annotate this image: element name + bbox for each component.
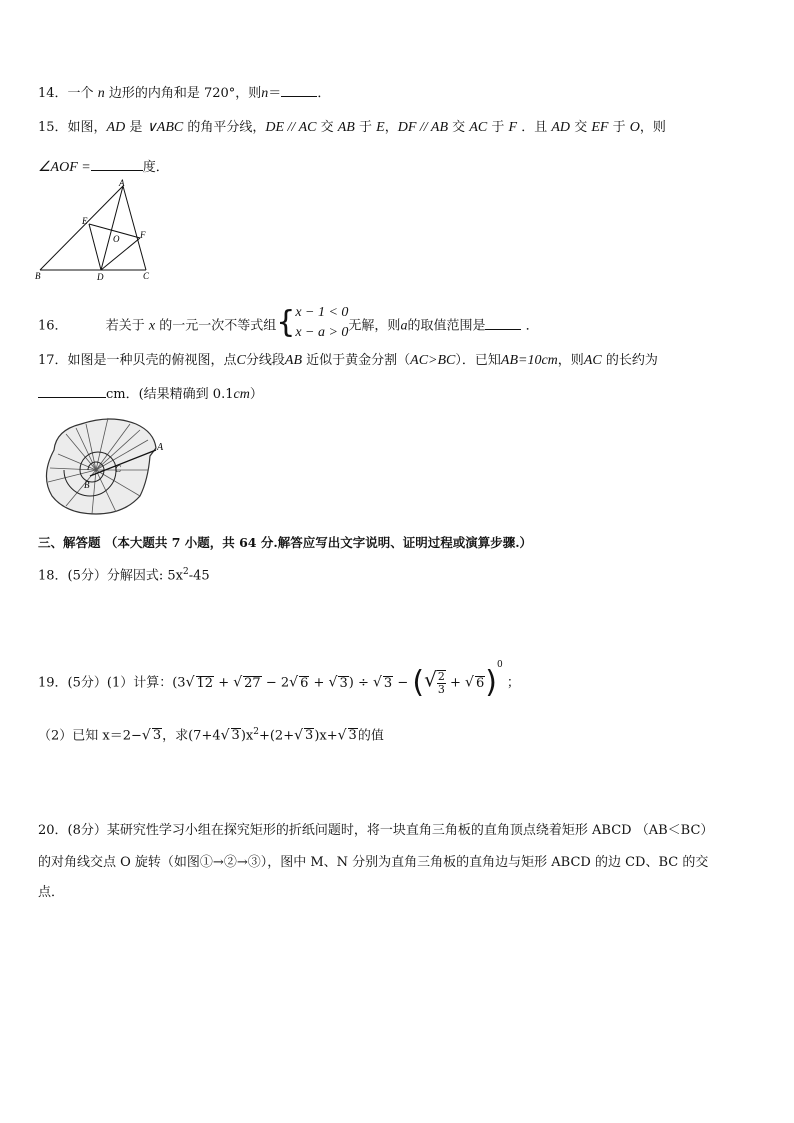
- q18: [38, 563, 210, 585]
- answer-blank[interactable]: [485, 316, 521, 330]
- radicand: 3: [348, 728, 357, 744]
- brace-icon: {: [276, 305, 296, 340]
- var-n: n: [97, 86, 105, 101]
- label-c: C: [143, 271, 150, 281]
- q17-text: 17．如图是一种贝壳的俯视图，点: [38, 353, 237, 368]
- radicand: 3: [305, 728, 314, 744]
- q18-text: -45: [188, 568, 210, 584]
- q15-triangle-figure: [30, 178, 160, 284]
- math-df-ab: DF // AB: [397, 120, 449, 135]
- math-c: C: [236, 353, 246, 368]
- sqrt-icon: √: [141, 727, 151, 744]
- q15-text: 15．如图，: [38, 120, 107, 135]
- math-f: F: [508, 120, 518, 135]
- answer-blank[interactable]: [281, 83, 317, 97]
- question-number: 16．: [38, 318, 68, 334]
- q15: [38, 119, 666, 137]
- q17-text: ）．已知: [455, 353, 501, 368]
- label-b: B: [84, 480, 90, 490]
- q19-text: 19．(5分）(1）计算：: [38, 675, 173, 691]
- q15-text: 是: [129, 120, 143, 135]
- radicand: 3: [339, 675, 348, 691]
- sqrt-icon: √: [220, 727, 230, 744]
- q20-line2: 的对角线交点 O 旋转（如图①→②→③），图中 M、N 分别为直角三角板的直角边与矩形 ABCD 的边 CD、BC 的交: [38, 855, 709, 870]
- q20-line1: 20．(8分）某研究性学习小组在探究矩形的折纸问题时，将一块直角三角板的直角顶点绕着矩形 ABCD （AB＜BC）: [38, 823, 714, 838]
- q15-text: 于: [491, 120, 505, 135]
- label-e: E: [82, 216, 88, 226]
- math-ac-bc: AC>BC: [410, 353, 456, 368]
- label-a: A: [119, 178, 125, 188]
- inequality-system: [276, 303, 348, 343]
- math-ad: AD: [106, 120, 126, 135]
- math-x: x: [148, 318, 156, 334]
- q16-text: 若关于: [105, 318, 145, 334]
- sqrt-icon: √: [328, 674, 338, 691]
- q19-math: −: [397, 675, 409, 691]
- math-cm: cm: [233, 387, 250, 402]
- q15-text: 交: [574, 120, 588, 135]
- radicand: 6: [300, 675, 309, 691]
- radicand: 12: [196, 675, 214, 691]
- shell-figure: [36, 410, 168, 522]
- sqrt-icon: √: [424, 667, 437, 692]
- math-ef: EF: [591, 120, 609, 135]
- q15-text: ，: [384, 120, 398, 135]
- radicand: 3: [383, 675, 393, 691]
- q18-text: 18．(5分）分解因式: 5x: [38, 568, 183, 584]
- q14: [38, 83, 330, 103]
- q17-text: 近似于黄金分割（: [306, 353, 411, 368]
- sqrt-icon: √: [372, 674, 382, 691]
- q19-text: +(2+: [258, 728, 295, 744]
- q19-part1: [38, 660, 520, 700]
- radicand: 27: [244, 675, 261, 691]
- sqrt-icon: √: [337, 727, 347, 744]
- q15-text: 交: [320, 120, 334, 135]
- math-abc: ∨ABC: [146, 120, 184, 135]
- exponent: 2: [183, 567, 189, 577]
- q17-text: ，则: [557, 353, 584, 368]
- math-o: O: [629, 120, 640, 135]
- q17: [38, 352, 658, 370]
- q14-text: ＝: [268, 86, 282, 101]
- q14-text: ．: [317, 86, 331, 101]
- q19-math: ) ÷: [348, 675, 369, 691]
- numerator: 2: [437, 670, 445, 683]
- label-d: D: [97, 272, 104, 282]
- inequality-1: x − 1 < 0: [295, 305, 349, 320]
- sqrt-icon: √: [185, 674, 195, 691]
- paren-left: (: [412, 665, 425, 700]
- q15-text: 于: [359, 120, 373, 135]
- question-number: 14．: [38, 86, 68, 101]
- q15-text: 于: [612, 120, 626, 135]
- exponent: 2: [253, 727, 259, 737]
- radicand: 3: [231, 728, 240, 744]
- radicand: 3: [152, 728, 162, 744]
- sqrt-icon: √: [233, 674, 243, 691]
- q15-text: 的角平分线，: [187, 120, 266, 135]
- math-given: AB=10cm: [500, 353, 558, 368]
- q19-math: (3: [172, 675, 186, 691]
- answer-blank[interactable]: [91, 157, 143, 171]
- q17-text: 分线段: [245, 353, 285, 368]
- q17-text: ）: [249, 387, 263, 402]
- label-a: A: [157, 442, 164, 453]
- q15-text: 交: [452, 120, 466, 135]
- section-heading: 三、解答题 （本大题共 7 小题，共 64 分.解答应写出文字说明、证明过程或演算步骤.）: [38, 535, 533, 550]
- sqrt-icon: √: [289, 674, 299, 691]
- fraction: [437, 670, 446, 696]
- q16-text: 无解，则: [348, 318, 401, 334]
- q19-text: )x: [240, 728, 254, 744]
- q16-text: 的一元一次不等式组: [159, 318, 277, 334]
- q19-text: ，求(7+4: [162, 728, 221, 744]
- q19-text: （2）已知 x＝2−: [38, 728, 142, 744]
- q19-text: 的值: [357, 728, 384, 744]
- q16: [38, 306, 539, 346]
- q15-line2: [38, 157, 169, 177]
- q15-text: 度．: [142, 160, 169, 175]
- q17-text: cm．(结果精确到 0.1: [106, 387, 234, 402]
- sqrt-icon: √: [294, 727, 304, 744]
- q15-text: ．且: [521, 120, 548, 135]
- q15-text: ，则: [639, 120, 666, 135]
- label-c: C: [115, 464, 122, 474]
- q19-text: )x+: [314, 728, 338, 744]
- label-b: B: [35, 271, 41, 281]
- inequality-2: x − a > 0: [295, 325, 349, 340]
- math-aof: ∠AOF =: [38, 160, 91, 175]
- q16-text: 的取值范围是: [407, 318, 486, 334]
- exponent: 0: [496, 660, 503, 671]
- denominator: 3: [437, 683, 445, 696]
- label-f: F: [140, 230, 146, 240]
- math-de-ac: DE // AC: [265, 120, 317, 135]
- radicand: 6: [475, 675, 485, 691]
- q19-math: +: [313, 675, 325, 691]
- sqrt-icon: √: [465, 674, 474, 691]
- q19-math: ；: [506, 675, 520, 691]
- label-o: O: [113, 234, 120, 244]
- var-n: n: [261, 86, 269, 101]
- q17-line2: [38, 384, 263, 404]
- q14-text: 一个: [67, 86, 94, 101]
- q17-text: 的长约为: [605, 353, 658, 368]
- math-ad: AD: [551, 120, 571, 135]
- q19-math: − 2: [265, 675, 290, 691]
- math-ac: AC: [583, 353, 602, 368]
- q20-line3: 点．: [38, 885, 65, 900]
- q19-math: +: [449, 675, 461, 691]
- math-ab: AB: [284, 353, 303, 368]
- q19-math: +: [218, 675, 230, 691]
- math-e: E: [376, 120, 385, 135]
- q19-part2: [38, 723, 384, 745]
- paren-right: ): [485, 665, 497, 700]
- math-ac: AC: [469, 120, 488, 135]
- answer-blank[interactable]: [38, 384, 106, 398]
- math-ab: AB: [337, 120, 355, 135]
- q16-text: ．: [525, 318, 539, 334]
- q14-text: 边形的内角和是 720°，则: [108, 86, 262, 101]
- math-a: a: [400, 318, 408, 334]
